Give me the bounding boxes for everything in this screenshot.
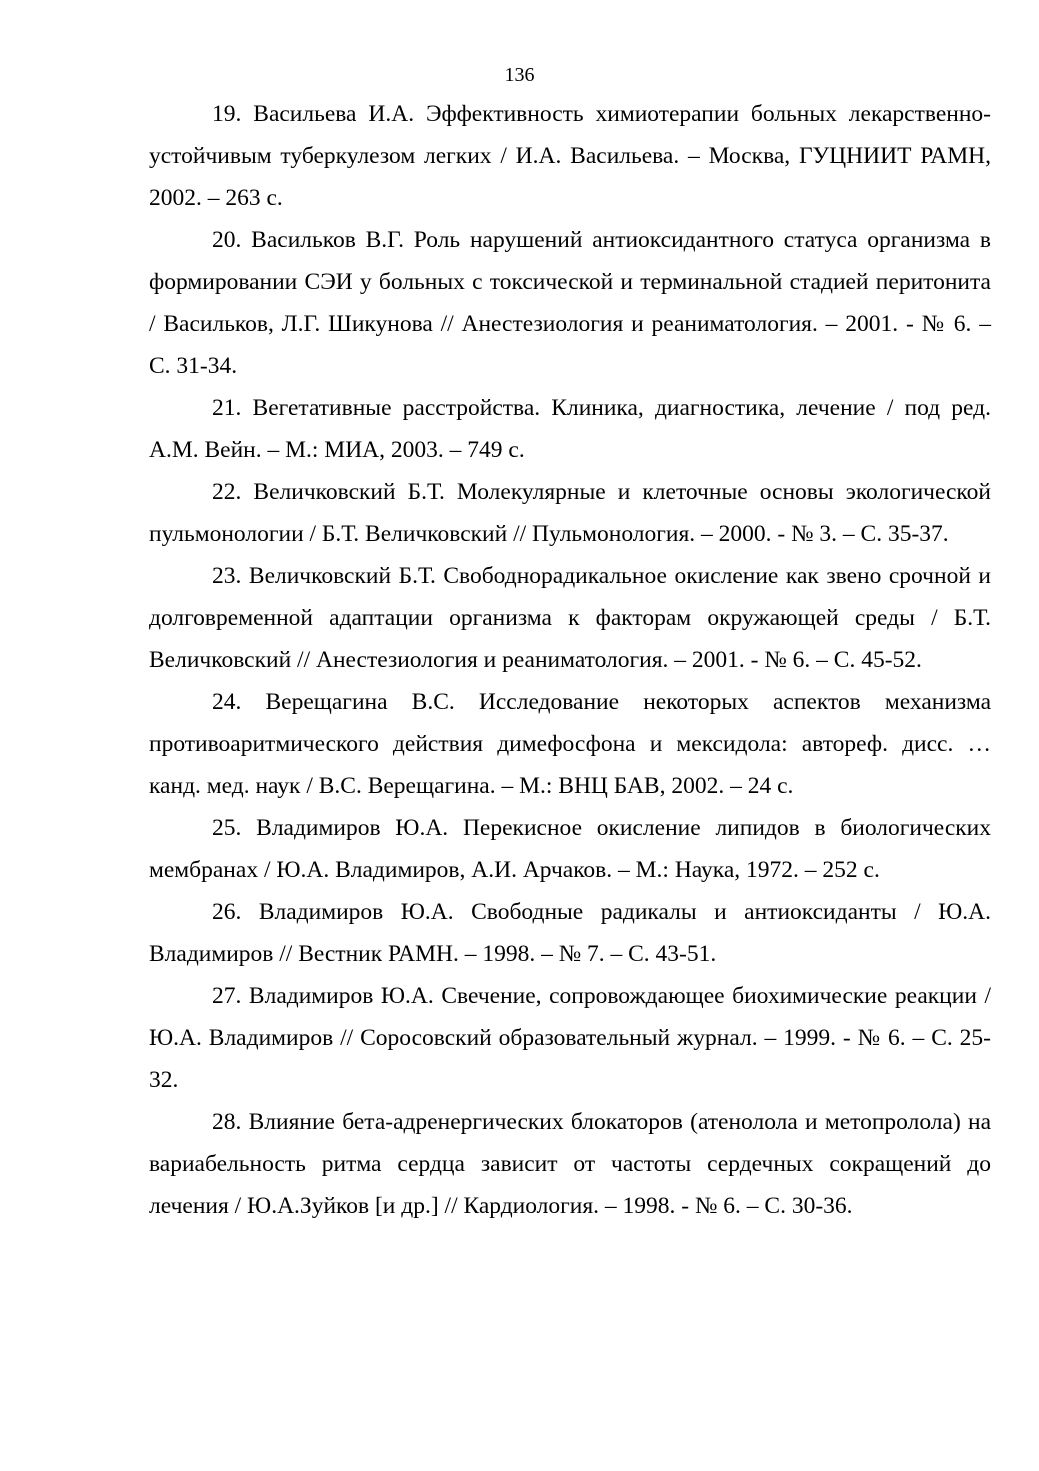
reference-item-28: 28. Влияние бета-адренергических блокаторов (атенолола и метопролола) на вариабельность ритма сердца зависит от частоты сердечных сокращений до лечения / Ю.А.Зуйков [и др.] // Кардиология. – 1998. - № 6. – С. 30-36. <box>149 1109 991 1219</box>
reference-item-22: 22. Величковский Б.Т. Молекулярные и клеточные основы экологической пульмонологии / Б.Т. Величковский // Пульмонология. – 2000. - № 3. – С. 35-37. <box>149 479 991 547</box>
reference-item-26: 26. Владимиров Ю.А. Свободные радикалы и антиоксиданты / Ю.А. Владимиров // Вестник РАМН. – 1998. – № 7. – С. 43-51. <box>149 899 991 967</box>
reference-item-20: 20. Васильков В.Г. Роль нарушений антиоксидантного статуса организма в формировании СЭИ у больных с токсической и терминальной стадией перитонита / Васильков, Л.Г. Шикунова // Анестезиология и реаниматология. – 2001. - № 6. – С. 31-34. <box>149 227 991 379</box>
reference-item-19: 19. Васильева И.А. Эффективность химиотерапии больных лекарственно-устойчивым туберкулезом легких / И.А. Васильева. – Москва, ГУЦНИИТ РАМН, 2002. – 263 с. <box>149 101 991 211</box>
reference-item-27: 27. Владимиров Ю.А. Свечение, сопровождающее биохимические реакции / Ю.А. Владимиров // Соросовский образовательный журнал. – 1999. - № 6. – С. 25-32. <box>149 983 991 1093</box>
reference-item-25: 25. Владимиров Ю.А. Перекисное окисление липидов в биологических мембранах / Ю.А. Владимиров, А.И. Арчаков. – М.: Наука, 1972. – 252 с. <box>149 815 991 883</box>
reference-list <box>149 93 991 1227</box>
page-number: 136 <box>504 64 535 86</box>
reference-item-21: 21. Вегетативные расстройства. Клиника, диагностика, лечение / под ред. А.М. Вейн. – М.: МИА, 2003. – 749 с. <box>149 395 991 463</box>
reference-item-24: 24. Верещагина В.С. Исследование некоторых аспектов механизма противоаритмического действия димефосфона и мексидола: автореф. дисс. … канд. мед. наук / В.С. Верещагина. – М.: ВНЦ БАВ, 2002. – 24 с. <box>149 689 991 799</box>
reference-item-23: 23. Величковский Б.Т. Свободнорадикальное окисление как звено срочной и долговременной адаптации организма к факторам окружающей среды / Б.Т. Величковский // Анестезиология и реаниматология. – 2001. - № 6. – С. 45-52. <box>149 563 991 673</box>
